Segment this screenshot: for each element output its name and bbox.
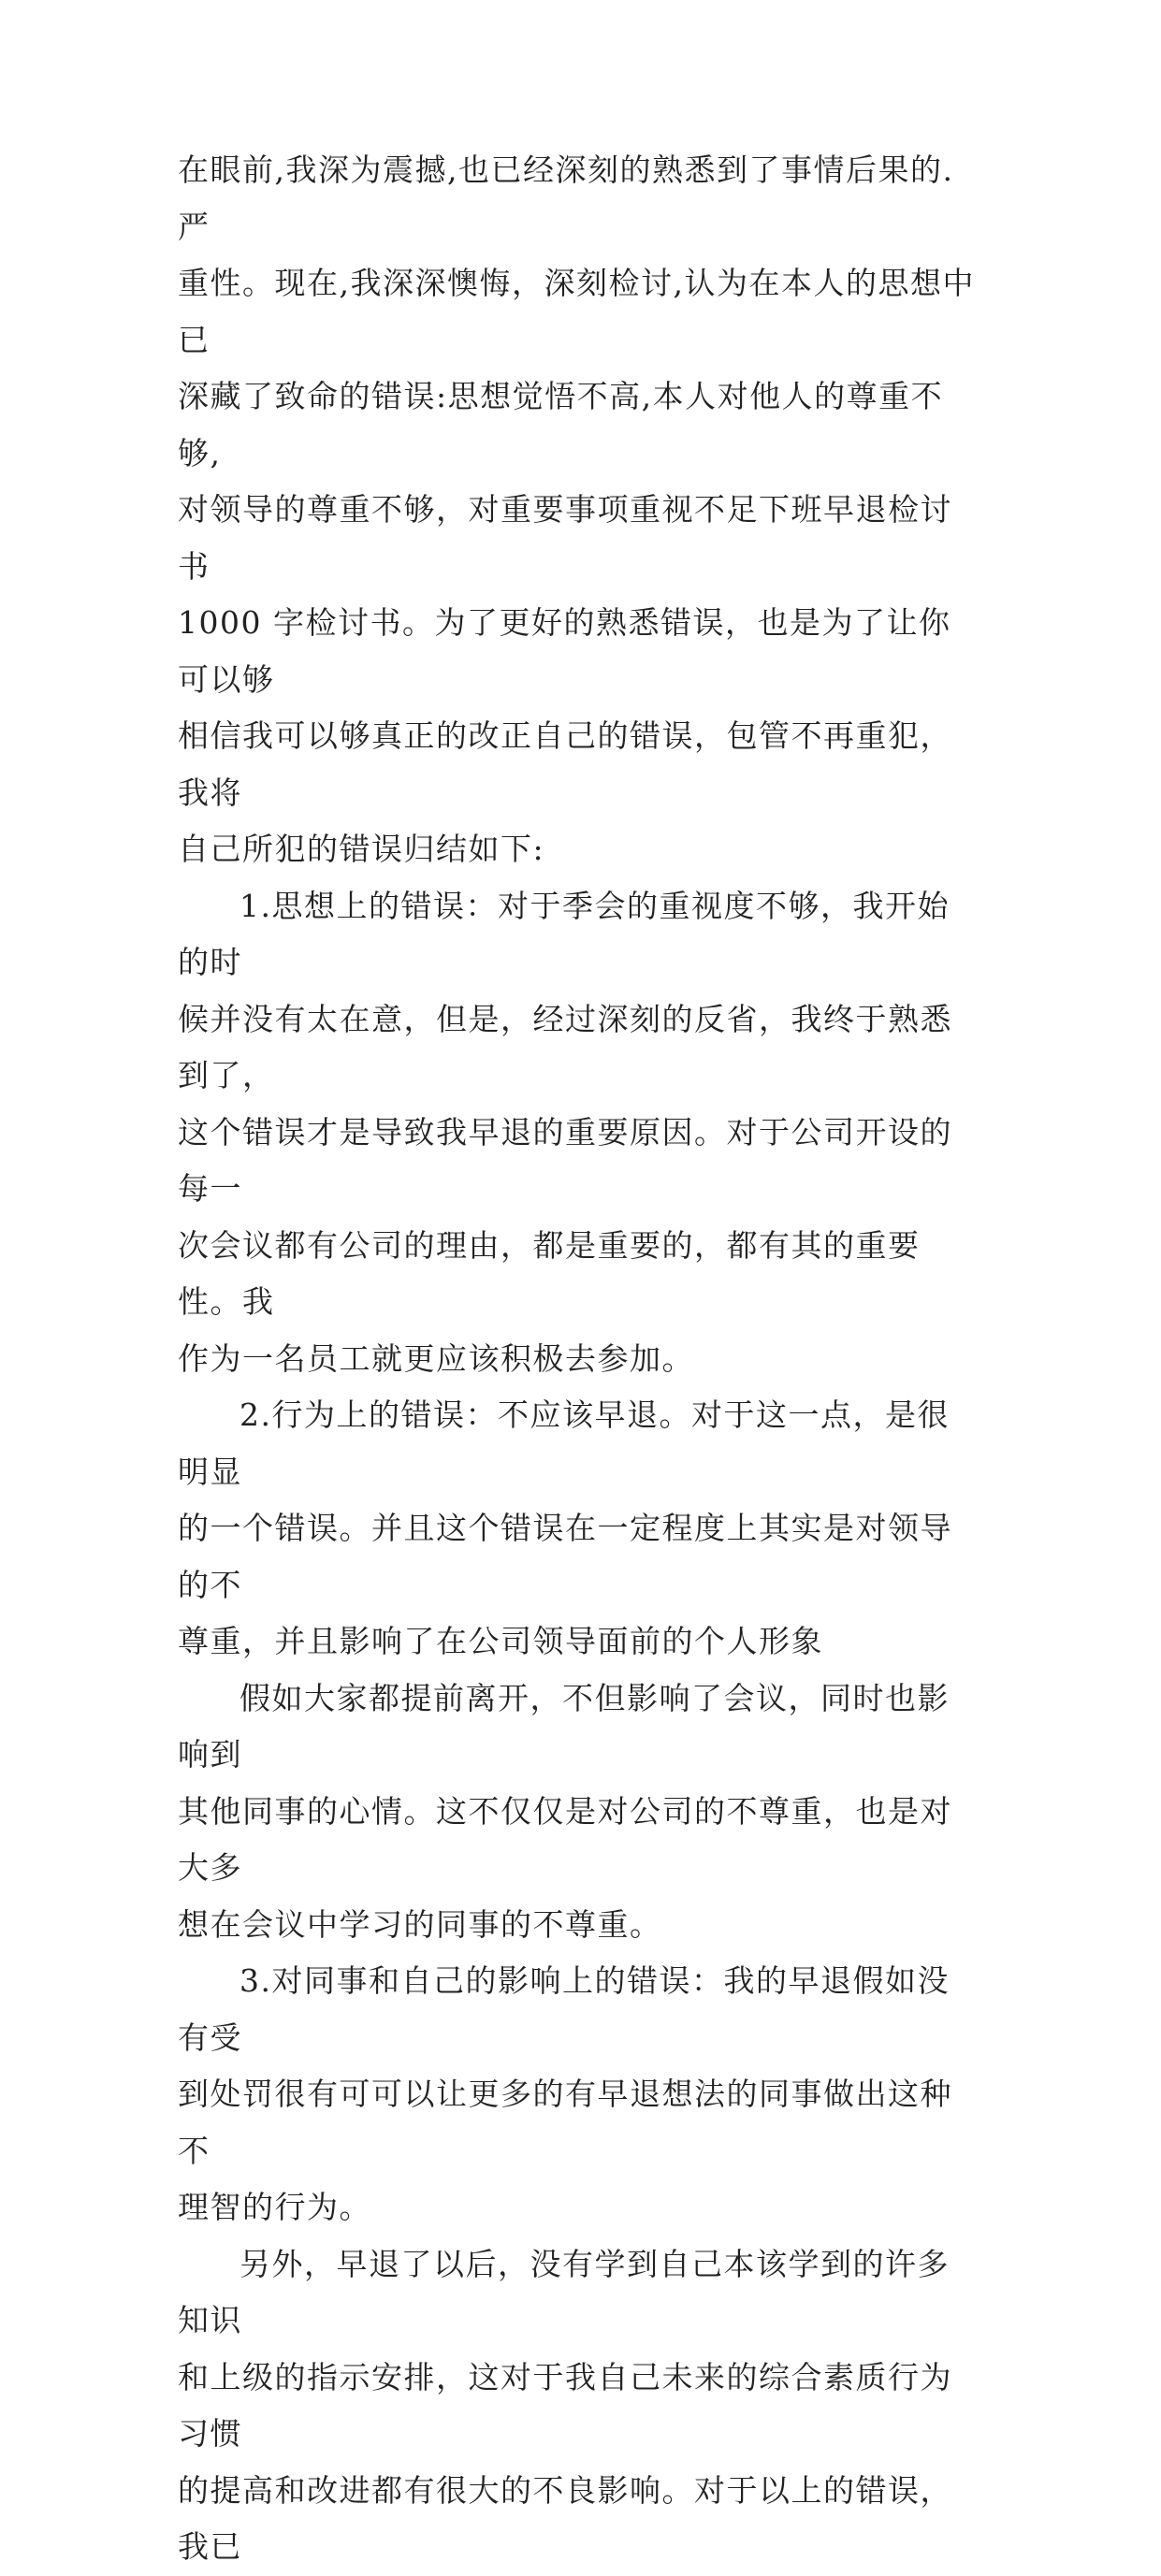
text-line: 深藏了致命的错误:思想觉悟不高,本人对他人的尊重不够, — [178, 378, 944, 471]
text-line: 到处罚很有可可以让更多的有早退想法的同事做出这种不 — [178, 2076, 952, 2169]
text-line: 对领导的尊重不够，对重要事项重视不足下班早退检讨书 — [178, 491, 952, 585]
text-line: 和上级的指示安排，这对于我自己未来的综合素质行为习惯 — [178, 2358, 952, 2452]
paragraph-start-line: 3.对同事和自己的影响上的错误：我的早退假如没有受 — [178, 1962, 950, 2056]
text-line: 的提高和改进都有很大的不良影响。对于以上的错误，我已 — [178, 2471, 952, 2565]
text-line: 候并没有太在意，但是，经过深刻的反省，我终于熟悉到了， — [178, 1000, 952, 1093]
paragraph-start-line: 另外，早退了以后，没有学到自己本该学到的许多知识 — [178, 2245, 950, 2338]
paragraph-start-line: 1.思想上的错误：对于季会的重视度不够，我开始的时 — [178, 887, 950, 980]
text-line: 尊重，并且影响了在公司领导面前的个人形象 — [178, 1623, 823, 1659]
text-line: 1000 字检讨书。为了更好的熟悉错误，也是为了让你可以够 — [178, 604, 951, 698]
text-line: 的一个错误。并且这个错误在一定程度上其实是对领导的不 — [178, 1510, 952, 1603]
text-line: 作为一名员工就更应该积极去参加。 — [178, 1339, 694, 1377]
text-line: 这个错误才是导致我早退的重要原因。对于公司开设的每一 — [178, 1113, 952, 1207]
document-body — [178, 142, 980, 2576]
paragraph-start-line: 假如大家都提前离开，不但影响了会议，同时也影响到 — [178, 1679, 950, 1773]
text-line: 次会议都有公司的理由，都是重要的，都有其的重要性。我 — [178, 1226, 921, 1320]
text-line: 想在会议中学习的同事的不尊重。 — [178, 1905, 662, 1943]
text-line: 相信我可以够真正的改正自己的错误，包管不再重犯，我将 — [178, 717, 952, 811]
text-line: 自己所犯的错误归结如下: — [178, 831, 545, 867]
text-line: 其他同事的心情。这不仅仅是对公司的不尊重，也是对大多 — [178, 1792, 952, 1886]
text-line: 重性。现在,我深深懊悔，深刻检讨,认为在本人的思想中已 — [178, 265, 975, 358]
text-line: 理智的行为。 — [178, 2189, 371, 2225]
text-line: 在眼前,我深为震撼,也已经深刻的熟悉到了事情后果的.严 — [178, 152, 954, 245]
paragraph-start-line: 2.行为上的错误：不应该早退。对于这一点，是很明显 — [178, 1397, 950, 1490]
